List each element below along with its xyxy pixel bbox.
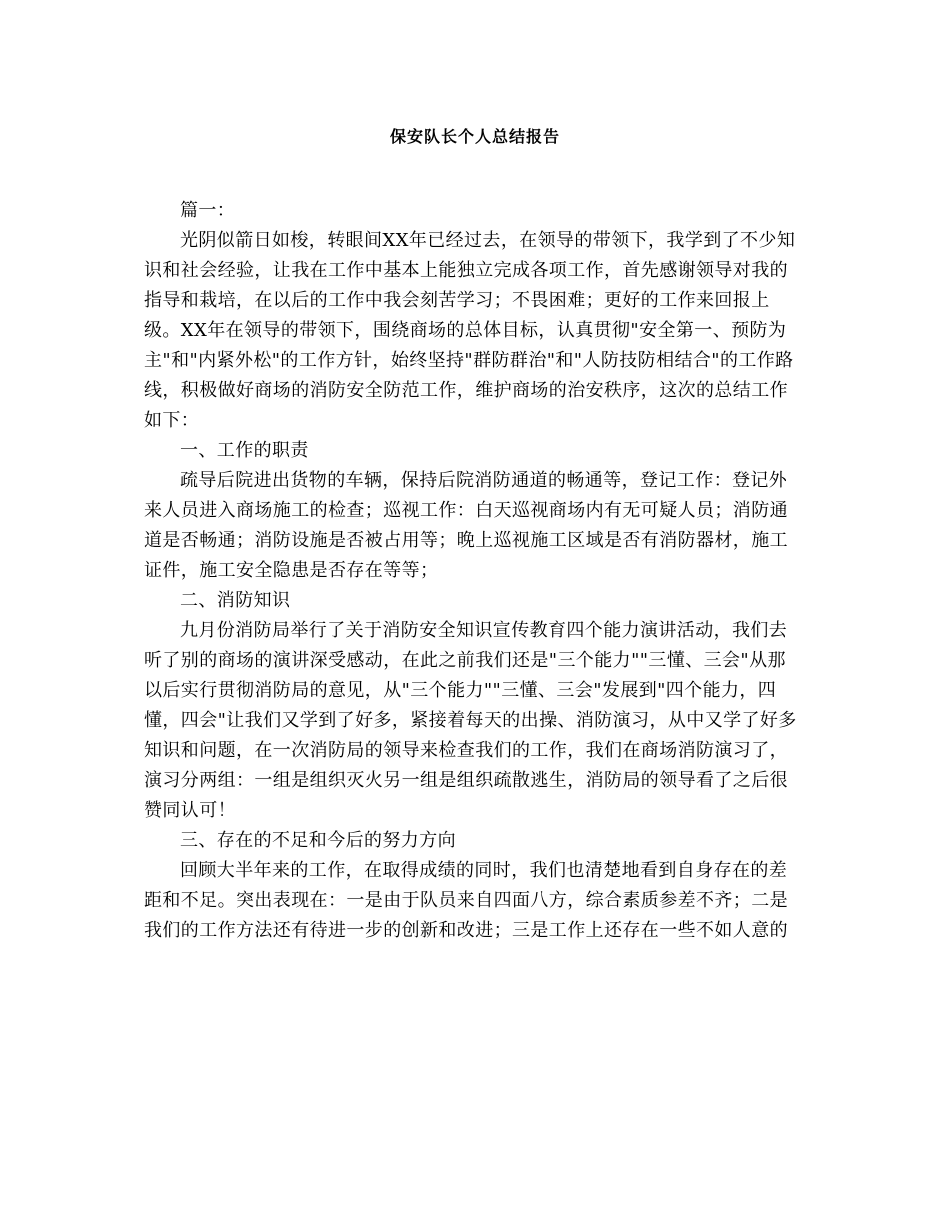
section-heading-duties: 一、工作的职责 (180, 440, 309, 461)
section-heading-fire-knowledge: 二、消防知识 (180, 590, 291, 611)
section-heading-shortcomings: 三、存在的不足和今后的努力方向 (180, 830, 456, 851)
paragraph-intro-label: 篇一： (180, 200, 236, 221)
paragraph-opening: 光阴似箭日如梭，转眼间XX年已经过去，在领导的带领下，我学到了不少知识和社会经验，让我在工作中基本上能独立完成各项工作，首先感谢领导对我的指导和栽培，在以后的工作中我会刻苦学习；不畏困难；更好的工作来回报上级。XX年在领导的带领下，围绕商场的总体目标，认真贯彻"安全第一、预防为主"和"内紧外松"的工作方针，始终坚持"群防群治"和"人防技防相结合"的工作路线，积极做好商场的消防安全防范工作，维护商场的治安秩序，这次的总结工作如下： (144, 230, 796, 431)
document-title: 保安队长个人总结报告 (389, 127, 560, 146)
paragraph-shortcomings: 回顾大半年来的工作，在取得成绩的同时，我们也清楚地看到自身存在的差距和不足。突出表现在：一是由于队员来自四面八方，综合素质参差不齐；二是我们的工作方法还有待进一步的创新和改进；三是工作上还存在一些不如人意的 (144, 860, 788, 941)
document-body (144, 196, 804, 946)
paragraph-duties: 疏导后院进出货物的车辆，保持后院消防通道的畅通等，登记工作：登记外来人员进入商场施工的检查；巡视工作：白天巡视商场内有无可疑人员；消防通道是否畅通；消防设施是否被占用等；晚上巡视施工区域是否有消防器材，施工证件，施工安全隐患是否存在等等； (144, 470, 788, 581)
paragraph-fire-knowledge: 九月份消防局举行了关于消防安全知识宣传教育四个能力演讲活动，我们去听了别的商场的演讲深受感动，在此之前我们还是"三个能力""三懂、三会"从那以后实行贯彻消防局的意见，从"三个能力""三懂、三会"发展到"四个能力，四懂，四会"让我们又学到了好多，紧接着每天的出操、消防演习，从中又学了好多知识和问题，在一次消防局的领导来检查我们的工作，我们在商场消防演习了，演习分两组：一组是组织灭火另一组是组织疏散逃生，消防局的领导看了之后很赞同认可！ (144, 620, 797, 821)
